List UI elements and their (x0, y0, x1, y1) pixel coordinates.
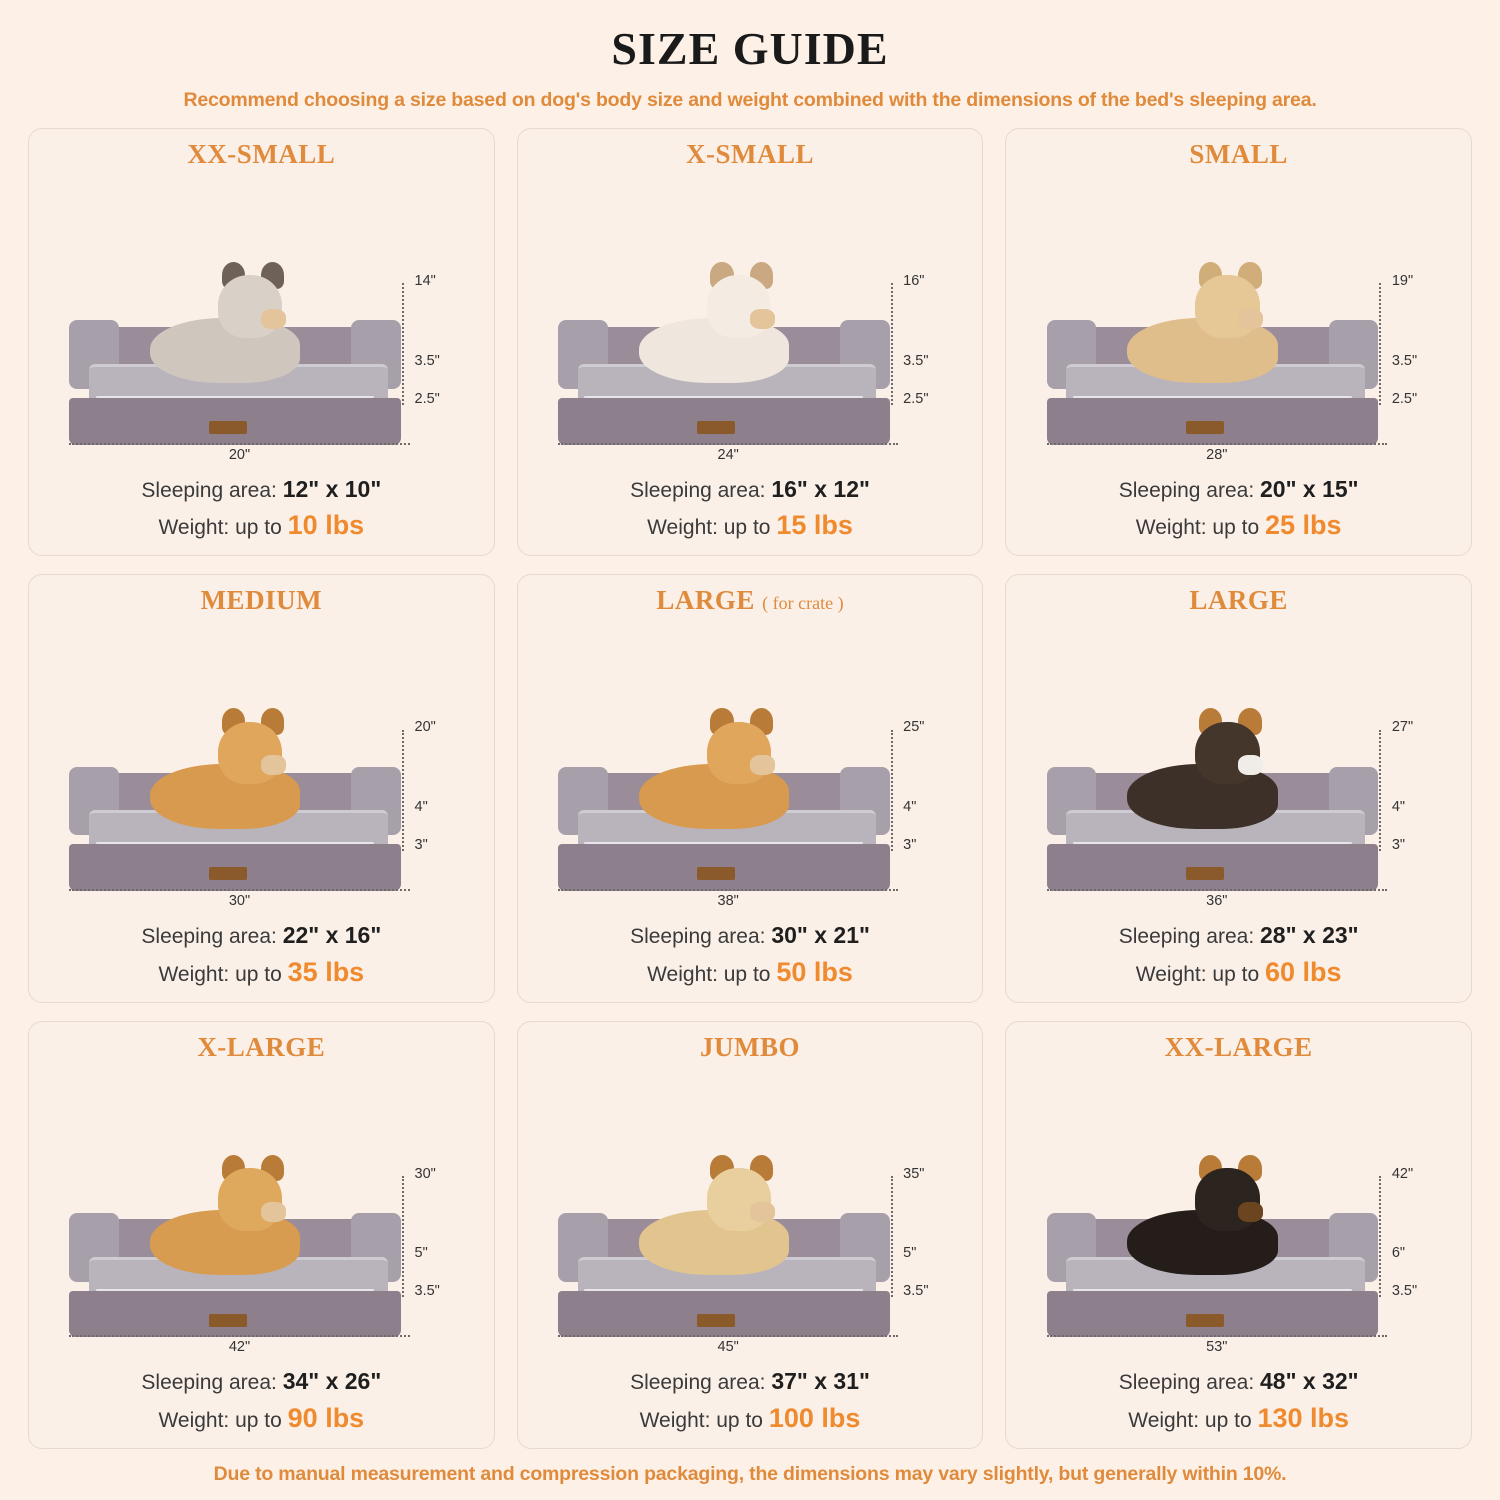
dimension-leader-line (1379, 1176, 1381, 1297)
dimension-total-height: 16" (903, 272, 925, 289)
weight-value: 15 lbs (776, 510, 853, 541)
dog-bed-graphic (69, 1182, 401, 1337)
dog-bed-graphic (1047, 1182, 1379, 1337)
size-card-large (1005, 574, 1472, 1002)
bed-illustration (532, 172, 969, 471)
weight-value: 50 lbs (776, 956, 853, 987)
height-dimensions (371, 269, 476, 442)
size-card-x-small (517, 128, 984, 556)
dimension-base-height: 2.5" (1391, 390, 1418, 407)
size-specs (1020, 1365, 1457, 1438)
weight-line (1020, 1399, 1457, 1438)
pet-illustration-labrador (624, 1163, 803, 1275)
weight-line (1020, 506, 1457, 545)
dimension-width: 53" (1047, 1335, 1388, 1355)
dimension-base-height: 3" (414, 837, 428, 854)
pet-snout (750, 309, 775, 329)
weight-label: Weight: up to (1135, 962, 1265, 986)
sleeping-area-label: Sleeping area: (630, 925, 772, 949)
size-card-title (1189, 585, 1288, 616)
weight-label: Weight: up to (158, 1408, 288, 1432)
size-name: XX-LARGE (1164, 1031, 1313, 1062)
pet-snout (261, 755, 286, 775)
dimension-width: 42" (69, 1335, 410, 1355)
size-card-medium (28, 574, 495, 1002)
weight-line (43, 1399, 480, 1438)
dimension-base-height: 2.5" (903, 390, 929, 407)
dimension-mattress-height: 5" (414, 1245, 428, 1262)
dimension-leader-line (891, 1176, 893, 1297)
dimension-leader-line (1379, 730, 1381, 851)
size-name: X-LARGE (197, 1031, 326, 1062)
weight-label: Weight: up to (647, 962, 777, 986)
sleeping-area-value: 16" x 12" (771, 475, 870, 502)
bed-illustration (532, 1065, 969, 1364)
dimension-mattress-height: 6" (1391, 1245, 1406, 1262)
size-note: ( for crate ) (762, 593, 844, 614)
pet-illustration-golden-retriever (136, 1163, 315, 1275)
weight-label: Weight: up to (639, 1408, 769, 1432)
size-card-large (517, 574, 984, 1002)
dog-bed-graphic (558, 1182, 890, 1337)
height-dimensions (371, 716, 476, 889)
pet-snout (1238, 1202, 1263, 1222)
weight-value: 25 lbs (1264, 510, 1342, 541)
dimension-mattress-height: 4" (414, 798, 428, 815)
sleeping-area-line (532, 919, 969, 952)
sleeping-area-value: 37" x 31" (771, 1368, 870, 1395)
dimension-width: 38" (558, 889, 899, 909)
dimension-total-height: 19" (1391, 272, 1414, 289)
pet-illustration-cat-ragdoll (136, 271, 315, 383)
pet-snout (750, 755, 775, 775)
brand-tag-icon (1186, 867, 1224, 880)
size-name: X-SMALL (685, 139, 814, 169)
dimension-mattress-height: 4" (903, 798, 917, 815)
size-card-title (1189, 139, 1288, 170)
sleeping-area-value: 30" x 21" (771, 922, 870, 949)
weight-value: 100 lbs (768, 1402, 861, 1433)
pet-illustration-shiba-inu (624, 717, 803, 829)
bed-illustration (43, 1065, 480, 1364)
size-name: JUMBO (699, 1031, 800, 1062)
dimension-leader-line (402, 730, 404, 851)
dimension-total-height: 30" (414, 1165, 436, 1182)
page-title: SIZE GUIDE (611, 23, 889, 74)
dog-bed-graphic (558, 289, 890, 444)
sleeping-area-line (43, 473, 480, 506)
bed-illustration (532, 618, 969, 917)
pet-illustration-french-bulldog (1113, 271, 1292, 383)
dimension-mattress-height: 3.5" (414, 352, 440, 369)
bed-illustration (1020, 172, 1457, 471)
size-specs (532, 1365, 969, 1438)
size-specs (43, 919, 480, 992)
dimension-leader-line (891, 730, 893, 851)
dimension-mattress-height: 3.5" (1391, 352, 1418, 369)
dimension-total-height: 42" (1391, 1165, 1414, 1182)
pet-snout (750, 1202, 775, 1222)
size-specs (532, 919, 969, 992)
bed-illustration (43, 172, 480, 471)
weight-label: Weight: up to (158, 962, 288, 986)
dimension-total-height: 35" (903, 1165, 925, 1182)
dog-bed-graphic (558, 736, 890, 891)
size-card-x-large (28, 1021, 495, 1449)
bed-illustration (1020, 1065, 1457, 1364)
pet-snout (1238, 755, 1263, 775)
size-specs (43, 1365, 480, 1438)
size-card-title (656, 585, 843, 616)
sleeping-area-label: Sleeping area: (1118, 925, 1261, 949)
sleeping-area-label: Sleeping area: (141, 1371, 283, 1395)
brand-tag-icon (697, 867, 735, 880)
sleeping-area-line (43, 919, 480, 952)
pet-snout (1238, 309, 1263, 329)
dimension-width: 30" (69, 889, 410, 909)
dimension-width: 20" (69, 443, 410, 463)
size-card-title (197, 1032, 325, 1063)
pet-illustration-shih-tzu (624, 271, 803, 383)
dog-bed-graphic (69, 289, 401, 444)
weight-line (532, 1399, 969, 1438)
sleeping-area-line (532, 473, 969, 506)
weight-line (43, 506, 480, 545)
dog-bed-graphic (1047, 736, 1379, 891)
sleeping-area-line (43, 1365, 480, 1398)
size-name: SMALL (1189, 139, 1288, 169)
sleeping-area-line (1020, 1365, 1457, 1398)
sleeping-area-value: 12" x 10" (282, 475, 382, 502)
weight-label: Weight: up to (647, 516, 777, 540)
dimension-leader-line (1379, 283, 1381, 404)
weight-value: 60 lbs (1264, 956, 1342, 987)
size-card-jumbo (517, 1021, 984, 1449)
dimension-total-height: 14" (414, 272, 436, 289)
size-card-title (187, 139, 335, 170)
size-specs (1020, 919, 1457, 992)
weight-line (532, 506, 969, 545)
height-dimensions (1348, 716, 1453, 889)
weight-label: Weight: up to (1128, 1408, 1258, 1432)
weight-value: 35 lbs (287, 956, 365, 987)
sleeping-area-line (1020, 919, 1457, 952)
pet-illustration-corgi (136, 717, 315, 829)
size-name: LARGE (1189, 585, 1288, 616)
brand-tag-icon (209, 867, 247, 880)
height-dimensions (859, 1162, 964, 1335)
weight-line (1020, 953, 1457, 992)
weight-line (43, 953, 480, 992)
dimension-base-height: 3" (903, 837, 917, 854)
pet-snout (261, 1202, 286, 1222)
brand-tag-icon (697, 1314, 735, 1327)
bed-illustration (1020, 618, 1457, 917)
sleeping-area-label: Sleeping area: (1118, 478, 1261, 502)
size-name: MEDIUM (200, 585, 323, 616)
height-dimensions (371, 1162, 476, 1335)
dimension-width: 28" (1047, 443, 1388, 463)
height-dimensions (859, 716, 964, 889)
dimension-width: 36" (1047, 889, 1388, 909)
weight-value: 10 lbs (287, 510, 365, 541)
dimension-leader-line (891, 283, 893, 404)
brand-tag-icon (1186, 1314, 1224, 1327)
size-specs (43, 473, 480, 546)
sleeping-area-label: Sleeping area: (141, 925, 283, 949)
size-card-small (1005, 128, 1472, 556)
size-card-title (686, 139, 814, 170)
dimension-mattress-height: 3.5" (903, 352, 929, 369)
size-name: XX-SMALL (187, 139, 336, 169)
dog-bed-graphic (69, 736, 401, 891)
size-card-title (201, 585, 322, 616)
sleeping-area-value: 22" x 16" (282, 922, 382, 949)
sleeping-area-label: Sleeping area: (1118, 1371, 1261, 1395)
dimension-total-height: 20" (414, 719, 436, 736)
pet-illustration-australian-shepherd (1113, 717, 1292, 829)
dimension-base-height: 3.5" (903, 1283, 929, 1300)
dimension-width: 45" (558, 1335, 899, 1355)
size-specs (1020, 473, 1457, 546)
dimension-base-height: 3.5" (414, 1283, 440, 1300)
bed-illustration (43, 618, 480, 917)
height-dimensions (1348, 1162, 1453, 1335)
size-card-title (1165, 1032, 1313, 1063)
sleeping-area-value: 34" x 26" (282, 1368, 382, 1395)
brand-tag-icon (209, 421, 247, 434)
dimension-total-height: 25" (903, 719, 925, 736)
weight-value: 90 lbs (287, 1402, 365, 1433)
weight-label: Weight: up to (158, 516, 288, 540)
size-card-title (700, 1032, 800, 1063)
sleeping-area-label: Sleeping area: (630, 1371, 772, 1395)
sleeping-area-label: Sleeping area: (141, 478, 283, 502)
dimension-mattress-height: 5" (903, 1245, 917, 1262)
dimension-leader-line (402, 283, 404, 404)
dimension-leader-line (402, 1176, 404, 1297)
footer-note: Due to manual measurement and compression packaging, the dimensions may vary slightly, but generally within 10%. (213, 1463, 1287, 1485)
sleeping-area-value: 20" x 15" (1260, 475, 1359, 502)
height-dimensions (859, 269, 964, 442)
page-subtitle: Recommend choosing a size based on dog's body size and weight combined with the dimensions of the bed's sleeping area. (183, 89, 1317, 111)
size-specs (532, 473, 969, 546)
size-card-xx-small (28, 128, 495, 556)
dog-bed-graphic (1047, 289, 1379, 444)
sleeping-area-line (1020, 473, 1457, 506)
sleeping-area-label: Sleeping area: (630, 478, 772, 502)
size-card-xx-large (1005, 1021, 1472, 1449)
weight-value: 130 lbs (1257, 1402, 1350, 1433)
pet-snout (261, 309, 286, 329)
sleeping-area-line (532, 1365, 969, 1398)
sleeping-area-value: 28" x 23" (1260, 922, 1359, 949)
height-dimensions (1348, 269, 1453, 442)
pet-illustration-rottweiler (1113, 1163, 1292, 1275)
brand-tag-icon (1186, 421, 1224, 434)
dimension-total-height: 27" (1391, 719, 1414, 736)
size-card-grid (28, 128, 1472, 1449)
brand-tag-icon (697, 421, 735, 434)
weight-label: Weight: up to (1135, 516, 1265, 540)
brand-tag-icon (209, 1314, 247, 1327)
dimension-width: 24" (558, 443, 899, 463)
size-name: LARGE (656, 585, 755, 616)
dimension-base-height: 2.5" (414, 390, 440, 407)
sleeping-area-value: 48" x 32" (1260, 1368, 1359, 1395)
dimension-mattress-height: 4" (1391, 798, 1406, 815)
dimension-base-height: 3" (1391, 837, 1406, 854)
dimension-base-height: 3.5" (1391, 1283, 1418, 1300)
weight-line (532, 953, 969, 992)
